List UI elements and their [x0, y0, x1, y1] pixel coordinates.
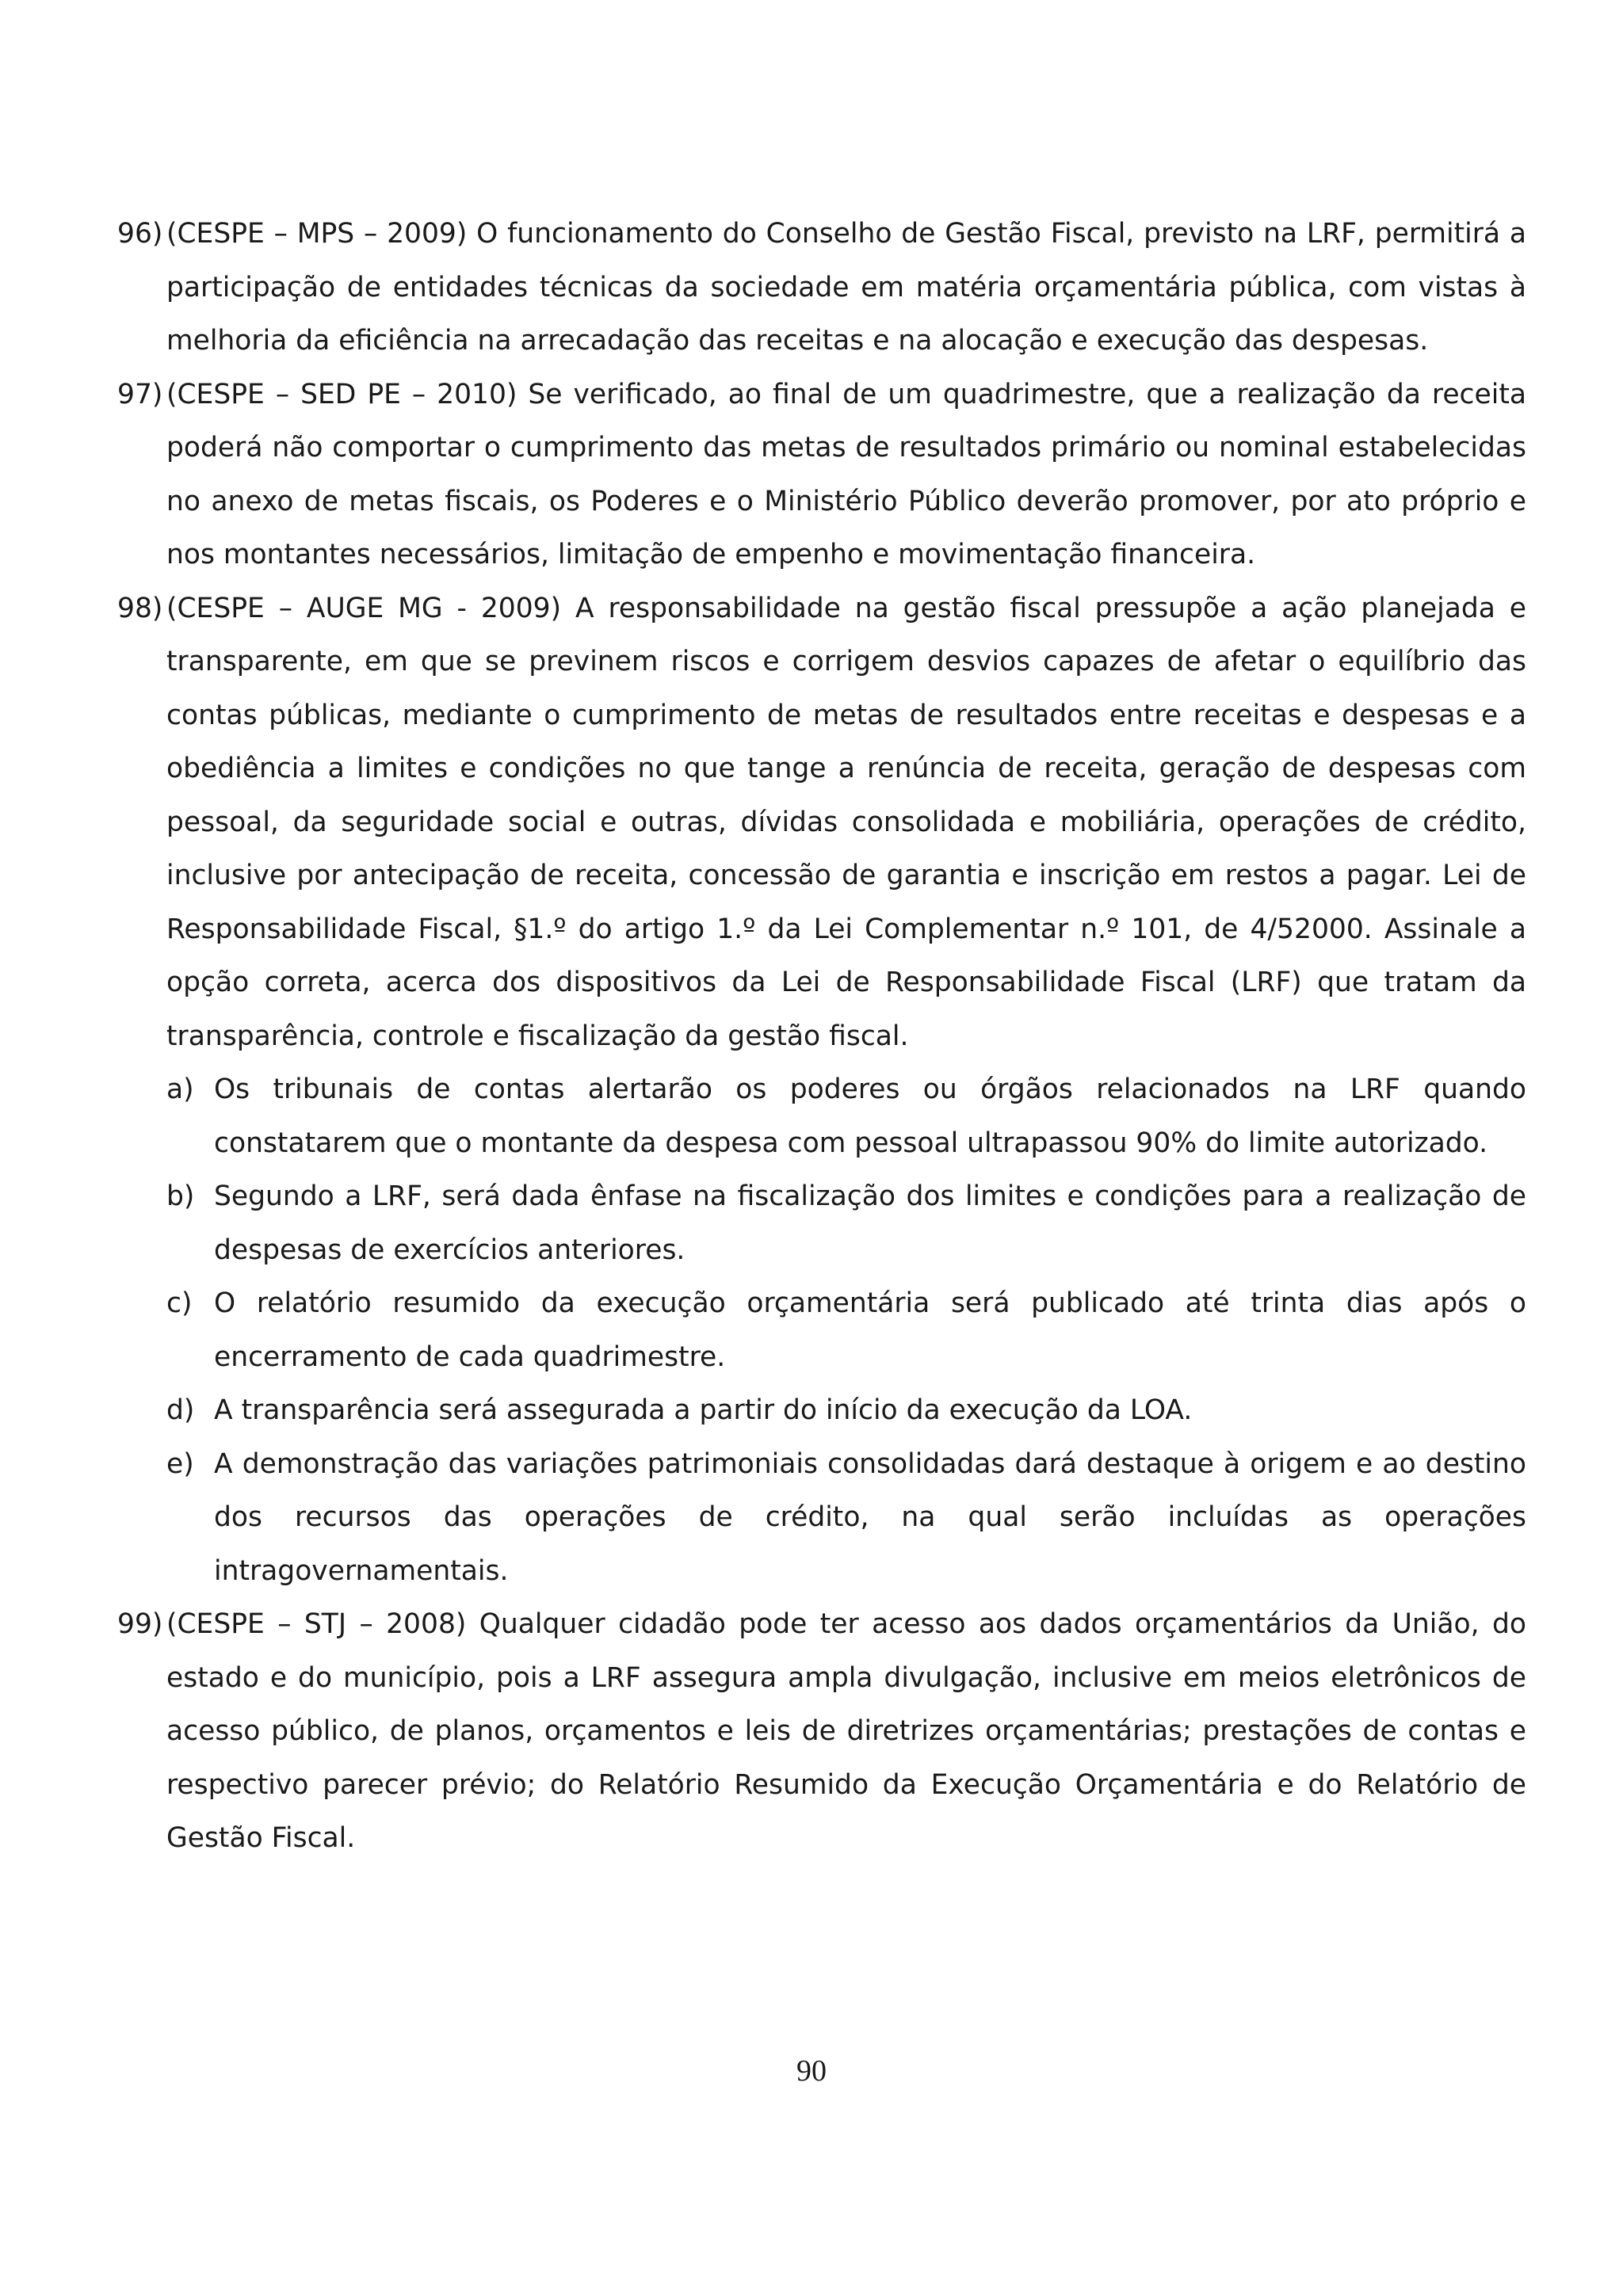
question-number: 98): [117, 592, 163, 624]
question-96: [117, 208, 1526, 368]
option-e: [166, 1438, 1526, 1599]
option-text: Os tribunais de contas alertarão os poderes ou órgãos relacionados na LRF quando constatarem que o montante da despesa com pessoal ultrapassou 90% do limite autorizado.: [214, 1074, 1526, 1159]
option-d: [166, 1384, 1526, 1438]
page-number: 90: [796, 2054, 827, 2088]
question-number: 99): [117, 1608, 163, 1640]
option-text: A transparência será assegurada a partir do início da execução da LOA.: [214, 1394, 1193, 1426]
option-text: Segundo a LRF, será dada ênfase na fiscalização dos limites e condições para a realização de despesas de exercícios anteriores.: [214, 1180, 1526, 1266]
option-a: [166, 1063, 1526, 1170]
answer-options: [166, 1063, 1526, 1598]
option-text: A demonstração das variações patrimoniais consolidadas dará destaque à origem e ao destino dos recursos das operações de crédito, na qual serão incluídas as operações intragovernamentais.: [214, 1447, 1526, 1587]
option-letter: a): [166, 1074, 194, 1105]
question-97: [117, 368, 1526, 582]
question-number: 97): [117, 378, 163, 410]
option-b: [166, 1170, 1526, 1277]
option-letter: e): [166, 1447, 194, 1480]
question-text: (CESPE – AUGE MG - 2009) A responsabilidade na gestão fiscal pressupõe a ação planejada e transparente, em que se previnem riscos e corrigem desvios capazes de afetar o equilíbrio das contas públicas, mediante o cumprimento de metas de resultados entre receitas e despesas e a obediência a limites e condições no que tange a renúncia de receita, geração de despesas com pessoal, da seguridade social e outras, dívidas consolidada e mobiliária, operações de crédito, inclusive por antecipação de receita, concessão de garantia e inscrição em restos a pagar. Lei de Responsabilidade Fiscal, §1.º do artigo 1.º da Lei Complementar n.º 101, de 4/52000. Assinale a opção correta, acerca dos dispositivos da Lei de Responsabilidade Fiscal (LRF) que tratam da transparência, controle e fiscalização da gestão fiscal.: [166, 592, 1526, 1052]
question-list: [117, 208, 1526, 1866]
option-text: O relatório resumido da execução orçamentária será publicado até trinta dias após o encerramento de cada quadrimestre.: [214, 1287, 1526, 1373]
question-number: 96): [117, 218, 163, 250]
question-99: [117, 1598, 1526, 1866]
question-text: (CESPE – STJ – 2008) Qualquer cidadão pode ter acesso aos dados orçamentários da União, do estado e do município, pois a LRF assegura ampla divulgação, inclusive em meios eletrônicos de acesso público, de planos, orçamentos e leis de diretrizes orçamentárias; prestações de contas e respectivo parecer prévio; do Relatório Resumido da Execução Orçamentária e do Relatório de Gestão Fiscal.: [166, 1608, 1526, 1854]
question-98: [117, 582, 1526, 1064]
option-letter: c): [166, 1287, 193, 1319]
option-c: [166, 1277, 1526, 1384]
option-letter: b): [166, 1180, 195, 1212]
option-letter: d): [166, 1394, 195, 1426]
question-text: (CESPE – MPS – 2009) O funcionamento do Conselho de Gestão Fiscal, previsto na LRF, permitirá a participação de entidades técnicas da sociedade em matéria orçamentária pública, com vistas à melhoria da eficiência na arrecadação das receitas e na alocação e execução das despesas.: [166, 218, 1526, 357]
question-text: (CESPE – SED PE – 2010) Se verificado, ao final de um quadrimestre, que a realização da receita poderá não comportar o cumprimento das metas de resultados primário ou nominal estabelecidas no anexo de metas fiscais, os Poderes e o Ministério Público deverão promover, por ato próprio e nos montantes necessários, limitação de empenho e movimentação financeira.: [166, 378, 1526, 570]
